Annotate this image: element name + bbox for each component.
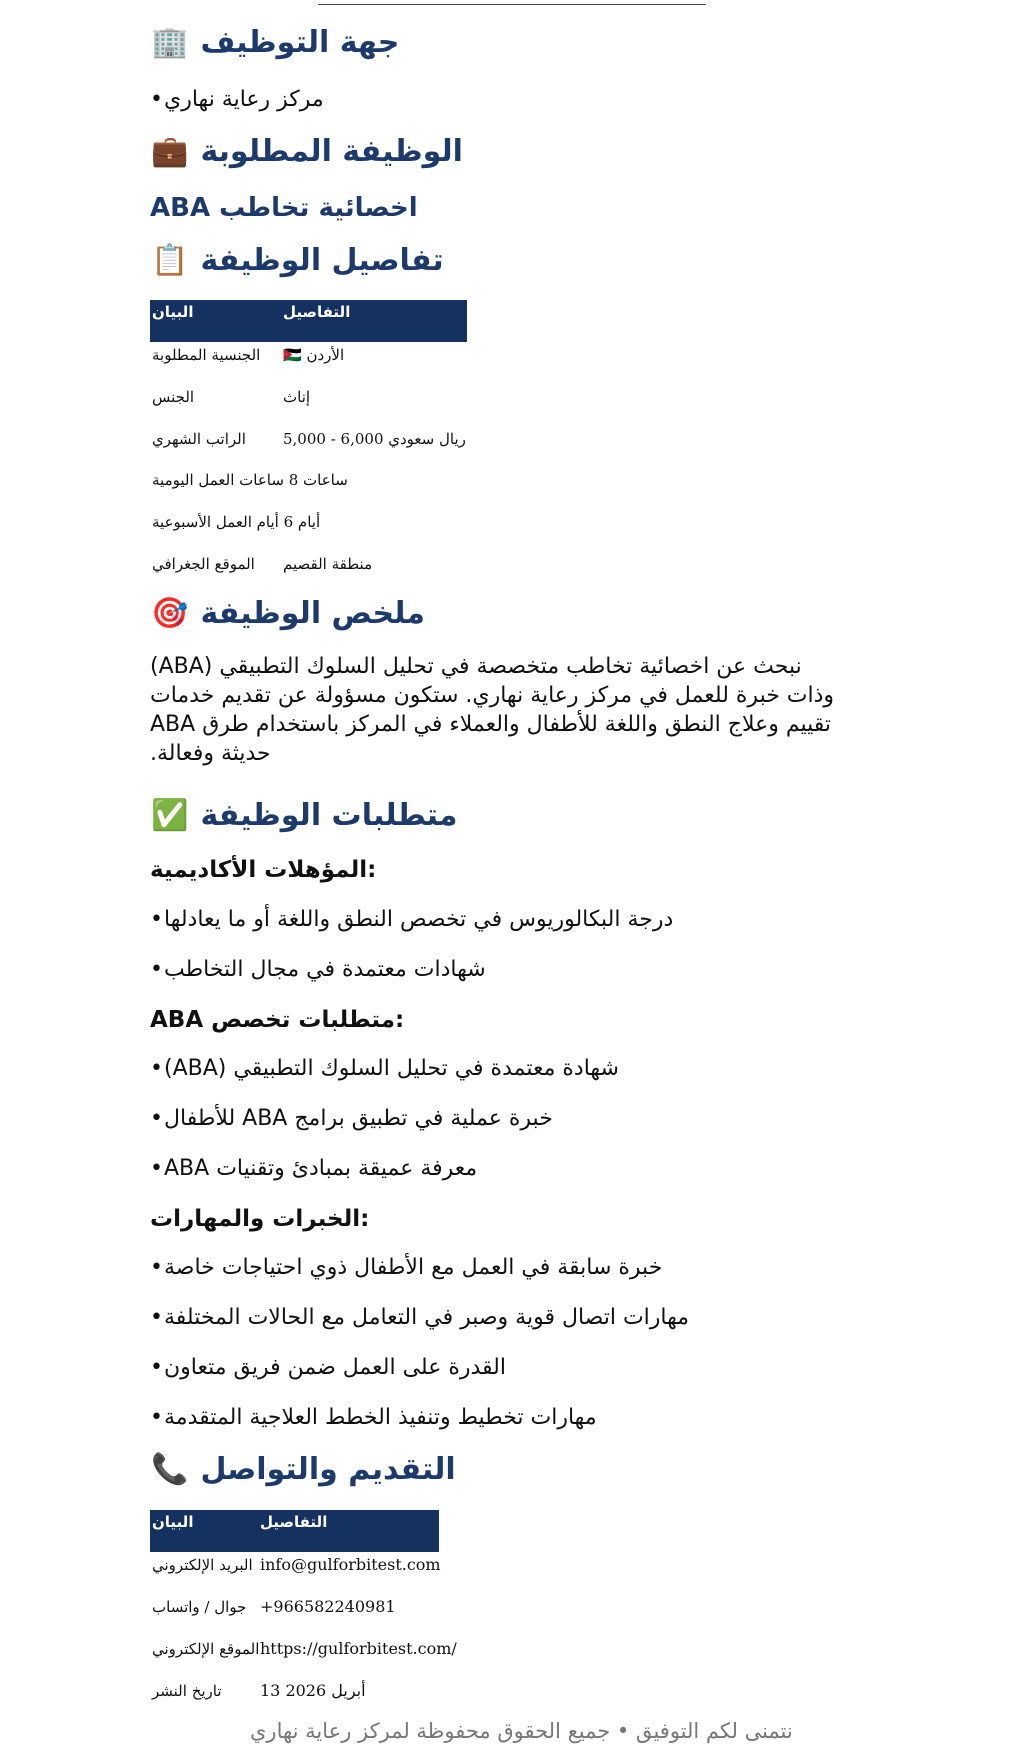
list-item-text: للأطفال ABA خبرة عملية في تطبيق برامج xyxy=(164,1106,553,1131)
list-item xyxy=(150,1403,597,1433)
bullet: • xyxy=(150,907,163,932)
email-link[interactable]: info@gulforbitest.com xyxy=(260,1555,441,1574)
bullet: • xyxy=(150,1056,163,1081)
details-row-label: الموقع الجغرافي xyxy=(152,555,255,573)
bullet: • xyxy=(150,1106,163,1131)
website-link[interactable]: https://gulforbitest.com/ xyxy=(260,1639,457,1658)
list-item xyxy=(150,1054,619,1084)
list-item-text: مهارات تخطيط وتنفيذ الخطط العلاجية المتقدمة xyxy=(164,1405,597,1430)
employer-heading xyxy=(150,23,399,63)
flag-icon: 🇯🇴 xyxy=(283,346,302,364)
details-heading-text: تفاصيل الوظيفة xyxy=(200,243,444,278)
nationality-value: الأردن xyxy=(306,346,345,364)
target-icon: 🎯 xyxy=(151,596,189,631)
details-header-value: التفاصيل xyxy=(283,303,351,321)
phone-icon: 📞 xyxy=(151,1452,189,1487)
details-row-label: الجنسية المطلوبة xyxy=(152,346,261,364)
contact-row-label: البريد الإلكتروني xyxy=(152,1556,253,1574)
list-item-text: ABA معرفة عميقة بمبادئ وتقنيات xyxy=(164,1156,478,1181)
summary-heading xyxy=(150,594,425,634)
employer-name: مركز رعاية نهاري xyxy=(164,87,324,112)
contact-row-label: تاريخ النشر xyxy=(152,1682,222,1700)
contact-table-header xyxy=(150,1510,439,1552)
details-row-value: 5,000 - 6,000 ريال سعودي xyxy=(283,430,466,448)
phone-link[interactable]: +966582240981 xyxy=(260,1597,396,1616)
summary-line: .حديثة وفعالة xyxy=(150,741,271,766)
list-item xyxy=(150,1104,553,1134)
summary-line: وذات خبرة للعمل في مركز رعاية نهاري. ستكون مسؤولة عن تقديم خدمات xyxy=(150,683,835,708)
summary-line: (ABA) نبحث عن اخصائية تخاطب متخصصة في تحليل السلوك التطبيقي xyxy=(150,654,802,679)
details-table-header xyxy=(150,300,467,342)
list-item-text: (ABA) شهادة معتمدة في تحليل السلوك التطبيقي xyxy=(164,1056,619,1081)
experience-subheading: الخبرات والمهارات: xyxy=(150,1206,370,1232)
contact-heading-text: التقديم والتواصل xyxy=(200,1452,456,1487)
list-item-text: شهادات معتمدة في مجال التخاطب xyxy=(164,957,486,982)
bullet: • xyxy=(150,1156,163,1181)
bullet: • xyxy=(150,957,163,982)
details-row-value xyxy=(283,344,344,366)
job-heading xyxy=(150,132,463,172)
details-row-label: أيام 6 أيام العمل الأسبوعية xyxy=(152,513,321,531)
summary-paragraph xyxy=(150,652,860,768)
contact-row-label: الموقع الإلكتروني xyxy=(152,1640,260,1658)
employer-heading-text: جهة التوظيف xyxy=(200,25,400,60)
employer-name-item xyxy=(150,85,324,115)
bullet: • xyxy=(150,1255,163,1280)
contact-heading xyxy=(150,1450,456,1490)
details-row-label: ساعات 8 ساعات العمل اليومية xyxy=(152,471,348,489)
footer-text: نتمنى لكم التوفيق • جميع الحقوق محفوظة لمركز رعاية نهاري xyxy=(250,1719,793,1743)
contact-header-value: التفاصيل xyxy=(260,1513,328,1531)
requirements-heading-text: متطلبات الوظيفة xyxy=(200,798,458,833)
summary-line: ABA تقييم وعلاج النطق واللغة للأطفال والعملاء في المركز باستخدام طرق xyxy=(150,712,831,737)
briefcase-icon: 💼 xyxy=(151,134,189,169)
job-heading-text: الوظيفة المطلوبة xyxy=(200,134,463,169)
details-row-label: الجنس xyxy=(152,388,195,406)
bullet: • xyxy=(150,1355,163,1380)
top-divider xyxy=(318,4,706,5)
list-item-text: مهارات اتصال قوية وصبر في التعامل مع الحالات المختلفة xyxy=(164,1305,690,1330)
details-heading xyxy=(150,241,444,281)
contact-header-label: البيان xyxy=(152,1513,194,1531)
list-item-text: خبرة سابقة في العمل مع الأطفال ذوي احتياجات خاصة xyxy=(164,1255,663,1280)
contact-row-label: جوال / واتساب xyxy=(152,1598,247,1616)
list-item xyxy=(150,1154,477,1184)
bullet: • xyxy=(150,87,163,112)
details-row-value: منطقة القصيم xyxy=(283,555,373,573)
clipboard-icon: 📋 xyxy=(151,243,189,278)
list-item xyxy=(150,1353,506,1383)
details-row-label: الراتب الشهري xyxy=(152,430,246,448)
bullet: • xyxy=(150,1305,163,1330)
list-item xyxy=(150,955,486,985)
list-item-text: درجة البكالوريوس في تخصص النطق واللغة أو ما يعادلها xyxy=(164,907,674,932)
bullet: • xyxy=(150,1405,163,1430)
list-item xyxy=(150,905,673,935)
building-icon: 🏢 xyxy=(151,25,189,60)
list-item xyxy=(150,1303,689,1333)
list-item-text: القدرة على العمل ضمن فريق متعاون xyxy=(164,1355,506,1380)
details-row-value: إناث xyxy=(283,388,311,406)
job-title: ABA اخصائية تخاطب xyxy=(150,193,418,223)
details-header-label: البيان xyxy=(152,303,194,321)
aba-subheading: ABA متطلبات تخصص: xyxy=(150,1007,405,1033)
publish-date: 13 2026 أبريل xyxy=(260,1681,366,1700)
summary-heading-text: ملخص الوظيفة xyxy=(200,596,425,631)
check-icon: ✅ xyxy=(151,798,189,833)
academic-subheading: المؤهلات الأكاديمية: xyxy=(150,857,377,883)
requirements-heading xyxy=(150,796,458,836)
list-item xyxy=(150,1253,662,1283)
